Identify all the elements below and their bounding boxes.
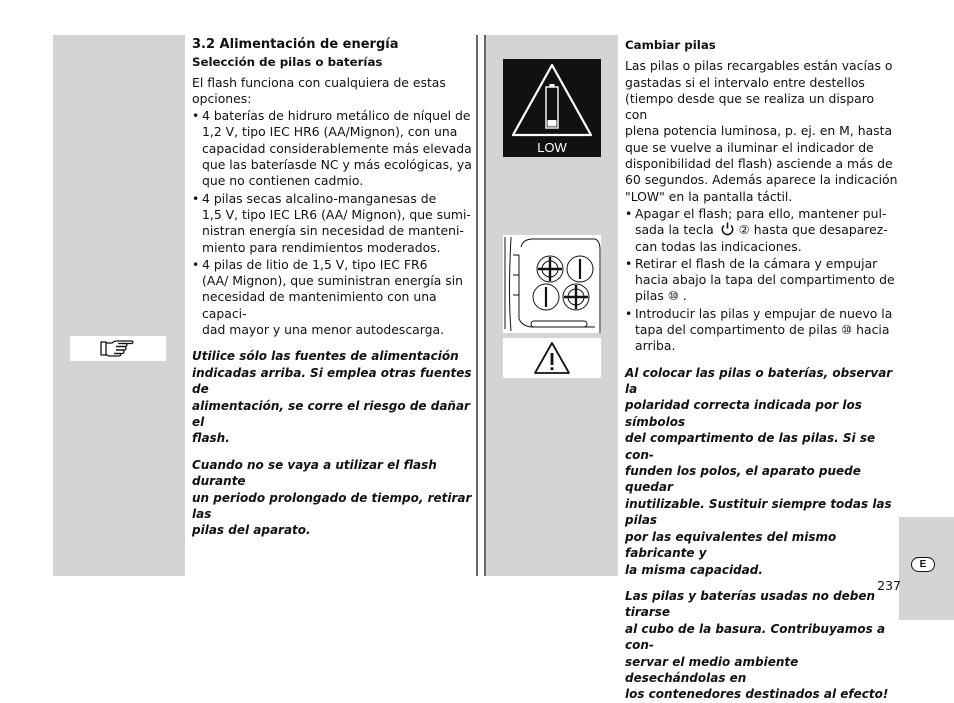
left-column [192, 37, 472, 539]
language-badge: E [911, 557, 935, 572]
list-item: • Retirar el flash de la cámara y empujar hacia abajo la tapa del compartimento de pilas ⑩ . [625, 256, 900, 305]
right-column [625, 37, 900, 703]
list-item: • 4 baterías de hidruro metálico de níquel de 1,2 V, tipo IEC HR6 (AA/Mignon), con una capacidad considerablemente más elevada que las bateríasde NC y más ecológicas, ya que no contienen cadmio. [192, 108, 472, 189]
list-item: • 4 pilas de litio de 1,5 V, tipo IEC FR6 (AA/ Mignon), que suministran energía sin necesidad de mantenimiento con una capaci- dad mayor y una menor autodescarga. [192, 257, 472, 338]
battery-compartment-icon [503, 235, 601, 333]
pointing-hand-icon [70, 336, 166, 361]
low-label: LOW [537, 140, 567, 155]
warning-icon-box [503, 338, 601, 378]
power-icon [720, 222, 735, 236]
battery-options-list [192, 108, 472, 338]
battery-compartment-illustration [503, 235, 601, 333]
subsection-title: Selección de pilas o baterías [192, 55, 383, 70]
battery-change-steps [625, 206, 900, 355]
power-source-warning: Utilice sólo las fuentes de alimentación indicadas arriba. Si emplea otras fuentes de alimentación, se corre el riesgo de dañar el flash. [192, 349, 472, 446]
list-item: • Introducir las pilas y empujar de nuevo la tapa del compartimento de pilas ⑩ hacia arriba. [625, 306, 900, 355]
intro-text: El flash funciona con cualquiera de estas opciones: [192, 74, 446, 106]
disposal-note: Las pilas y baterías usadas no deben tirarse al cubo de la basura. Contribuyamos a con- servar el medio ambiente desechándolas en los contenedores destinados al efecto! [625, 588, 889, 702]
list-item: • 4 pilas secas alcalino-manganesas de 1,5 V, tipo IEC LR6 (AA/ Mignon), que sumi- nistran energía sin necesidad de manteni- miento para rendimientos moderados. [192, 191, 472, 256]
battery-status-paragraph: Las pilas o pilas recargables están vacías o gastadas si el intervalo entre destellos (tiempo desde que se realiza un disparo con plena potencia luminosa, p. ej. en M, hasta que se vuelve a iluminar el indicador de disponibilidad del flash) asciende a más de 60 segundos. Además aparece la indicación "LOW" en la pantalla táctil. [625, 58, 898, 204]
list-item: • Apagar el flash; para ello, mantener pul- sada la tecla ② hasta que desaparez- can todas las indicaciones. [625, 206, 900, 255]
section-title: 3.2 Alimentación de energía [192, 37, 399, 52]
warning-icon [503, 338, 601, 378]
low-battery-display [503, 59, 601, 157]
page-number: 237 [877, 578, 901, 593]
section-title: Cambiar pilas [625, 38, 716, 52]
hand-icon-box [70, 336, 166, 361]
polarity-warning: Al colocar las pilas o baterías, observar la polaridad correcta indicada por los símbolos del compartimento de las pilas. Si se con- funden los polos, el aparato puede quedar inutilizable. Sustituir siempre todas las pilas por las equivalentes del mismo fabricante y la misma capacidad. [625, 365, 893, 577]
storage-note: Cuando no se vaya a utilizar el flash durante un periodo prolongado de tiempo, retirar las pilas del aparato. [192, 457, 472, 538]
low-battery-icon [503, 59, 601, 157]
left-margin-panel [53, 35, 185, 576]
column-divider [476, 35, 478, 576]
